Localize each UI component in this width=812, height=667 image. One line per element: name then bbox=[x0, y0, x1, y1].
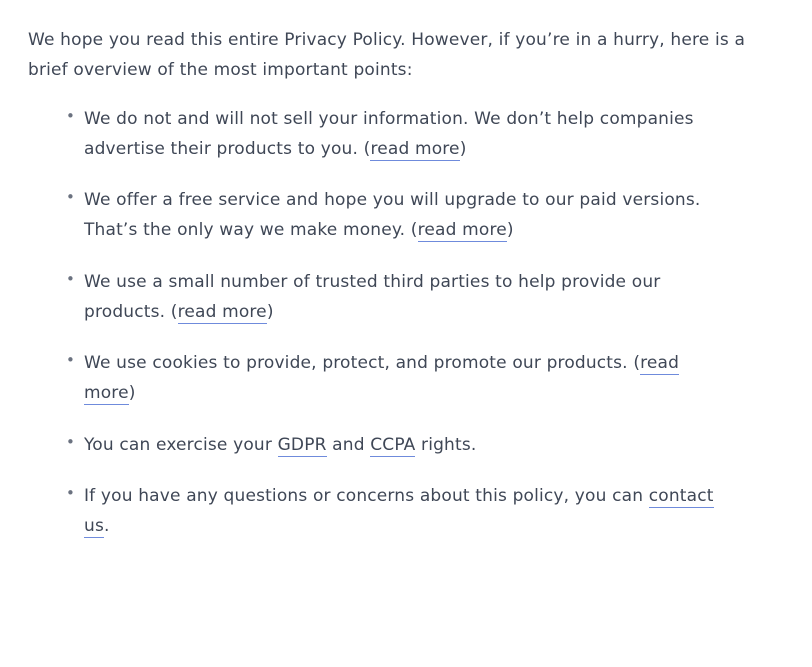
list-item bbox=[84, 104, 724, 165]
contact-us-link[interactable]: contact us bbox=[84, 485, 714, 536]
list-item bbox=[84, 348, 724, 409]
open-paren: ( bbox=[363, 138, 371, 159]
read-more-link-no-sell[interactable]: read more bbox=[370, 138, 460, 159]
summary-points-list bbox=[28, 104, 772, 542]
point-text: We use cookies to provide, protect, and promote our products. bbox=[84, 353, 634, 373]
list-item bbox=[84, 267, 724, 328]
close-paren: ) bbox=[128, 383, 136, 404]
point-text-middle: and bbox=[326, 434, 371, 455]
close-paren: ) bbox=[459, 138, 467, 159]
close-paren: ) bbox=[506, 220, 514, 241]
point-text: We do not and will not sell your information. We don’t help companies advertise their products to you. bbox=[84, 108, 694, 159]
list-item bbox=[84, 185, 724, 246]
open-paren: ( bbox=[633, 353, 641, 373]
point-text: You can exercise your bbox=[84, 434, 278, 455]
open-paren: ( bbox=[170, 301, 178, 322]
list-item bbox=[84, 430, 724, 460]
close-paren: ) bbox=[266, 301, 274, 322]
point-text: We offer a free service and hope you will upgrade to our paid versions. That’s the only way we make money. bbox=[84, 190, 701, 241]
read-more-link-third-parties[interactable]: read more bbox=[177, 301, 267, 322]
point-text: If you have any questions or concerns about this policy, you can bbox=[84, 485, 649, 506]
point-text: We use a small number of trusted third parties to help provide our products. bbox=[84, 271, 661, 322]
intro-paragraph: We hope you read this entire Privacy Policy. However, if you’re in a hurry, here is a brief overview of the most important points: bbox=[28, 30, 746, 80]
read-more-link-free-service[interactable]: read more bbox=[417, 220, 507, 241]
point-text-after: rights. bbox=[415, 434, 477, 455]
point-text-after: . bbox=[103, 516, 110, 536]
ccpa-link[interactable]: CCPA bbox=[370, 434, 416, 455]
gdpr-link[interactable]: GDPR bbox=[277, 434, 327, 455]
open-paren: ( bbox=[410, 220, 418, 241]
list-item bbox=[84, 481, 724, 542]
read-more-link-cookies[interactable]: read more bbox=[84, 353, 680, 404]
